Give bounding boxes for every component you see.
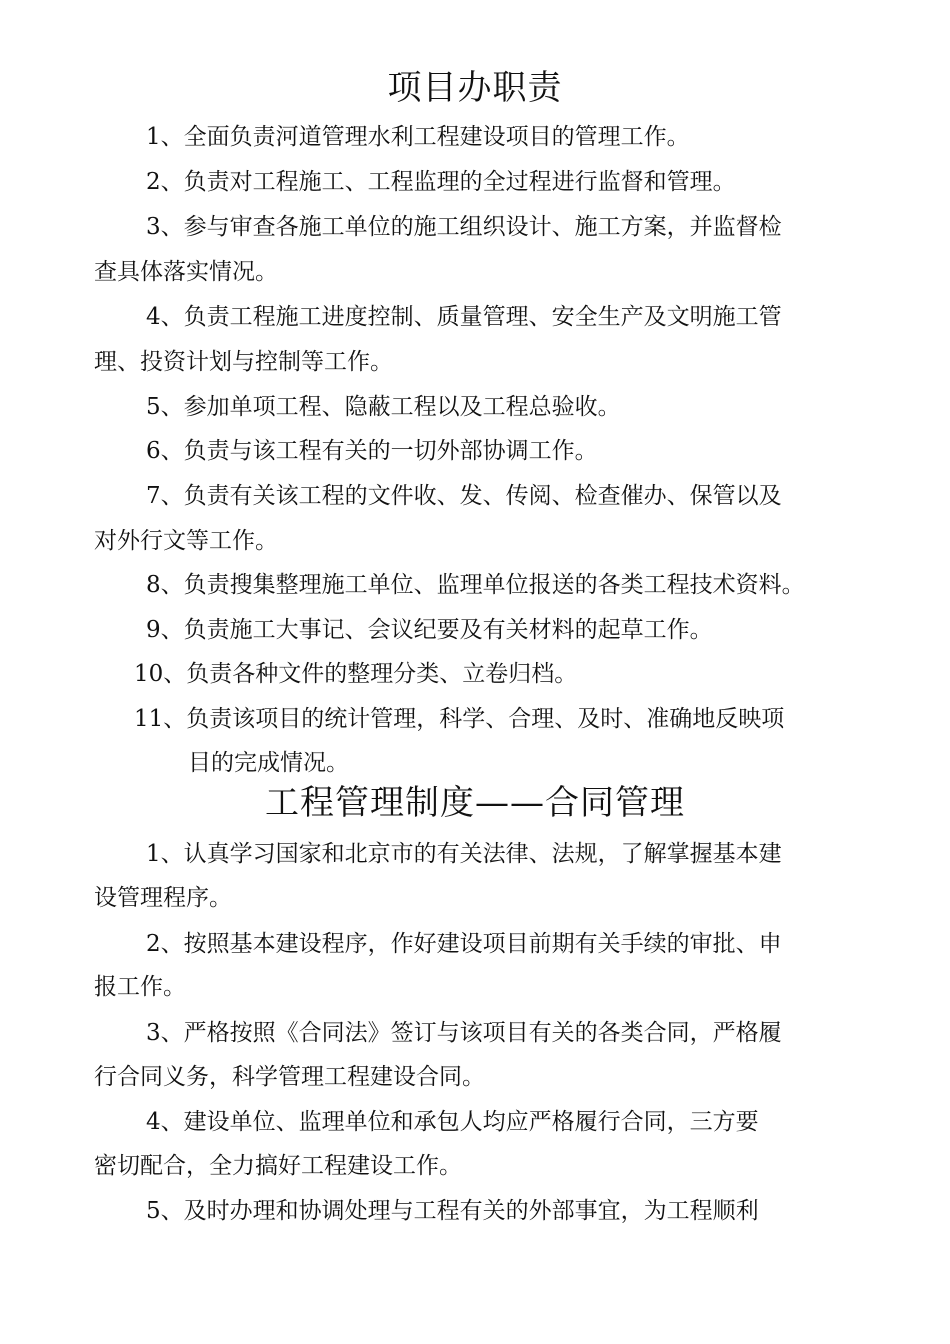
s2-item2-line2: 报工作。 (94, 974, 186, 1000)
s1-item8-line1: 8、负责搜集整理施工单位、监理单位报送的各类工程技术资料。 (146, 572, 805, 598)
s2-item2-line1: 2、按照基本建设程序，作好建设项目前期有关手续的审批、申 (146, 931, 782, 957)
s2-item5-line1: 5、及时办理和协调处理与工程有关的外部事宜，为工程顺利 (146, 1198, 759, 1224)
s1-item2-line1: 2、负责对工程施工、工程监理的全过程进行监督和管理。 (146, 169, 736, 195)
s2-item1-line2: 设管理程序。 (94, 885, 232, 911)
s1-item5-line1: 5、参加单项工程、隐蔽工程以及工程总验收。 (146, 394, 621, 420)
s2-item3-line1: 3、严格按照《合同法》签订与该项目有关的各类合同，严格履 (146, 1020, 782, 1046)
s1-item7-line1: 7、负责有关该工程的文件收、发、传阅、检查催办、保管以及 (146, 483, 782, 509)
s1-item4-line1: 4、负责工程施工进度控制、质量管理、安全生产及文明施工管 (146, 304, 782, 330)
s1-item11-line1: 11、负责该项目的统计管理，科学、合理、及时、准确地反映项 (134, 706, 785, 732)
s1-item4-line2: 理、投资计划与控制等工作。 (94, 349, 393, 375)
s1-item3-line1: 3、参与审查各施工单位的施工组织设计、施工方案，并监督检 (146, 214, 782, 240)
s1-item6-line1: 6、负责与该工程有关的一切外部协调工作。 (146, 438, 598, 464)
s2-item1-line1: 1、认真学习国家和北京市的有关法律、法规，了解掌握基本建 (146, 841, 782, 867)
s1-item1-line1: 1、全面负责河道管理水利工程建设项目的管理工作。 (146, 124, 690, 150)
s1-item11-line2: 目的完成情况。 (188, 750, 349, 776)
s1-item7-line2: 对外行文等工作。 (94, 528, 278, 554)
s2-item4-line1: 4、建设单位、监理单位和承包人均应严格履行合同，三方要 (146, 1109, 759, 1135)
s2-item4-line2: 密切配合，全力搞好工程建设工作。 (94, 1153, 462, 1179)
section2-title: 工程管理制度——合同管理 (265, 783, 685, 823)
section1-title: 项目办职责 (387, 68, 563, 108)
s2-item3-line2: 行合同义务，科学管理工程建设合同。 (94, 1064, 485, 1090)
s1-item9-line1: 9、负责施工大事记、会议纪要及有关材料的起草工作。 (146, 617, 713, 643)
s1-item10-line1: 10、负责各种文件的整理分类、立卷归档。 (134, 661, 578, 687)
s1-item3-line2: 查具体落实情况。 (94, 259, 278, 285)
